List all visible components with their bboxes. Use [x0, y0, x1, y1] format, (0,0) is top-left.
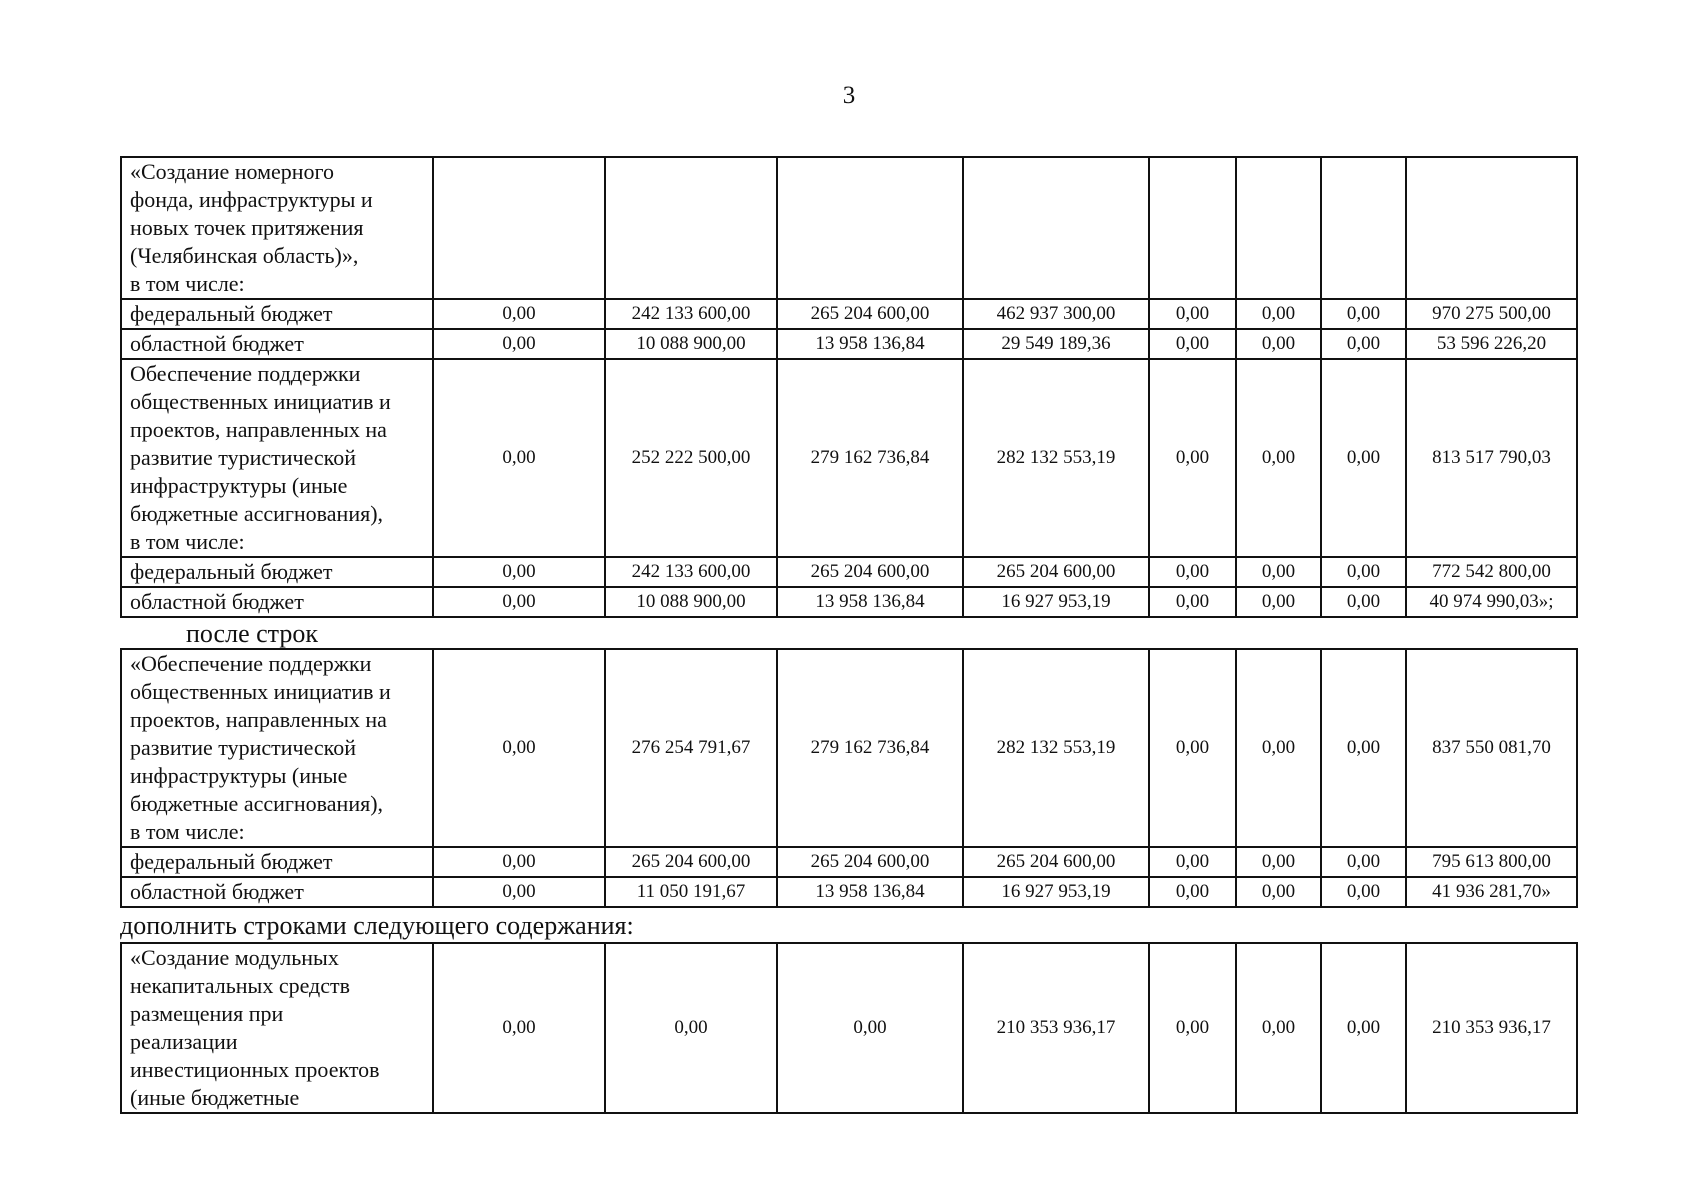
cell-value: 279 162 736,84 [777, 649, 963, 847]
cell-value: 265 204 600,00 [777, 557, 963, 587]
cell-value: 0,00 [1321, 877, 1406, 907]
cell-value: 0,00 [1321, 649, 1406, 847]
table-row [121, 557, 1577, 587]
cell-value: 40 974 990,03»; [1406, 587, 1577, 617]
cell-value: 282 132 553,19 [963, 359, 1149, 557]
budget-table-replaced-rows [120, 648, 1578, 908]
cell-value: 0,00 [1321, 359, 1406, 557]
cell-value [1149, 157, 1236, 299]
cell-value: 0,00 [433, 943, 605, 1113]
row-label: областной бюджет [121, 329, 433, 359]
cell-value: 0,00 [605, 943, 777, 1113]
cell-value: 252 222 500,00 [605, 359, 777, 557]
table-row [121, 299, 1577, 329]
row-label: федеральный бюджет [121, 299, 433, 329]
cell-value: 0,00 [1236, 847, 1321, 877]
row-label: «Обеспечение поддержки общественных инициатив и проектов, направленных на развитие туристической инфраструктуры (иные бюджетные ассигнования), в том числе: [121, 649, 433, 847]
cell-value: 0,00 [433, 649, 605, 847]
cell-value: 795 613 800,00 [1406, 847, 1577, 877]
cell-value: 0,00 [1321, 587, 1406, 617]
cell-value: 0,00 [1321, 299, 1406, 329]
cell-value: 0,00 [1321, 329, 1406, 359]
note-add-rows: дополнить строками следующего содержания: [120, 911, 634, 940]
row-label: Обеспечение поддержки общественных инициатив и проектов, направленных на развитие туристической инфраструктуры (иные бюджетные ассигнования), в том числе: [121, 359, 433, 557]
cell-value: 0,00 [1236, 649, 1321, 847]
cell-value: 0,00 [1236, 359, 1321, 557]
row-label: областной бюджет [121, 587, 433, 617]
cell-value: 970 275 500,00 [1406, 299, 1577, 329]
table-row [121, 157, 1577, 299]
cell-value: 11 050 191,67 [605, 877, 777, 907]
cell-value: 279 162 736,84 [777, 359, 963, 557]
cell-value: 0,00 [433, 359, 605, 557]
cell-value: 0,00 [1236, 557, 1321, 587]
cell-value: 53 596 226,20 [1406, 329, 1577, 359]
cell-value: 462 937 300,00 [963, 299, 1149, 329]
table-row [121, 587, 1577, 617]
cell-value: 282 132 553,19 [963, 649, 1149, 847]
cell-value: 0,00 [1149, 649, 1236, 847]
cell-value: 0,00 [1236, 877, 1321, 907]
cell-value: 0,00 [1236, 587, 1321, 617]
table-row [121, 359, 1577, 557]
cell-value: 265 204 600,00 [963, 557, 1149, 587]
table-row [121, 847, 1577, 877]
cell-value: 0,00 [1236, 299, 1321, 329]
cell-value: 16 927 953,19 [963, 587, 1149, 617]
cell-value: 0,00 [1149, 877, 1236, 907]
cell-value: 41 936 281,70» [1406, 877, 1577, 907]
row-label: «Создание номерного фонда, инфраструктуры и новых точек притяжения (Челябинская область)», в том числе: [121, 157, 433, 299]
note-after-rows: после строк [186, 619, 318, 648]
row-label: областной бюджет [121, 877, 433, 907]
cell-value [433, 157, 605, 299]
cell-value: 0,00 [433, 877, 605, 907]
row-label: федеральный бюджет [121, 847, 433, 877]
cell-value: 210 353 936,17 [963, 943, 1149, 1113]
cell-value: 276 254 791,67 [605, 649, 777, 847]
cell-value: 0,00 [1321, 847, 1406, 877]
cell-value: 0,00 [1321, 943, 1406, 1113]
cell-value: 0,00 [433, 587, 605, 617]
cell-value: 0,00 [1236, 329, 1321, 359]
cell-value [1236, 157, 1321, 299]
cell-value [963, 157, 1149, 299]
cell-value: 0,00 [1149, 943, 1236, 1113]
cell-value: 772 542 800,00 [1406, 557, 1577, 587]
cell-value: 0,00 [1149, 847, 1236, 877]
page-number: 3 [842, 82, 856, 109]
cell-value: 13 958 136,84 [777, 587, 963, 617]
cell-value: 0,00 [1321, 557, 1406, 587]
cell-value: 0,00 [433, 847, 605, 877]
cell-value: 13 958 136,84 [777, 877, 963, 907]
cell-value: 0,00 [433, 299, 605, 329]
cell-value: 0,00 [433, 329, 605, 359]
cell-value: 13 958 136,84 [777, 329, 963, 359]
row-label: федеральный бюджет [121, 557, 433, 587]
cell-value: 265 204 600,00 [777, 847, 963, 877]
cell-value: 10 088 900,00 [605, 329, 777, 359]
cell-value: 0,00 [1149, 299, 1236, 329]
cell-value [777, 157, 963, 299]
table-row [121, 329, 1577, 359]
cell-value: 265 204 600,00 [963, 847, 1149, 877]
cell-value: 265 204 600,00 [777, 299, 963, 329]
cell-value: 0,00 [1149, 359, 1236, 557]
row-label: «Создание модульных некапитальных средств размещения при реализации инвестиционных проектов (иные бюджетные [121, 943, 433, 1113]
cell-value: 0,00 [1149, 557, 1236, 587]
cell-value: 0,00 [1236, 943, 1321, 1113]
table-row [121, 943, 1577, 1113]
cell-value: 10 088 900,00 [605, 587, 777, 617]
cell-value: 29 549 189,36 [963, 329, 1149, 359]
cell-value: 242 133 600,00 [605, 557, 777, 587]
cell-value [1406, 157, 1577, 299]
cell-value: 0,00 [1149, 587, 1236, 617]
cell-value [605, 157, 777, 299]
budget-table-new-rows [120, 942, 1578, 1114]
cell-value [1321, 157, 1406, 299]
cell-value: 0,00 [777, 943, 963, 1113]
cell-value: 16 927 953,19 [963, 877, 1149, 907]
table-row [121, 877, 1577, 907]
cell-value: 837 550 081,70 [1406, 649, 1577, 847]
cell-value: 0,00 [1149, 329, 1236, 359]
table-row [121, 649, 1577, 847]
cell-value: 210 353 936,17 [1406, 943, 1577, 1113]
cell-value: 242 133 600,00 [605, 299, 777, 329]
cell-value: 813 517 790,03 [1406, 359, 1577, 557]
cell-value: 265 204 600,00 [605, 847, 777, 877]
cell-value: 0,00 [433, 557, 605, 587]
budget-table-existing-rows [120, 156, 1578, 618]
